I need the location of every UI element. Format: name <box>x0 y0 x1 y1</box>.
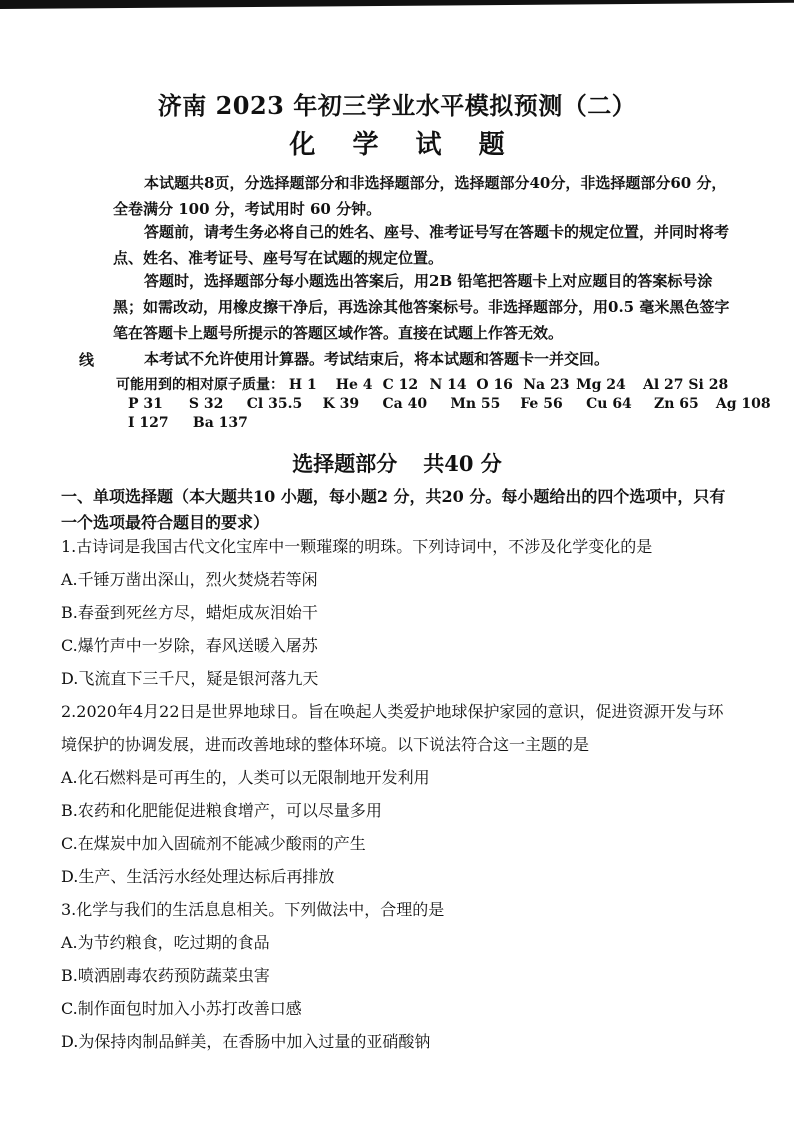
atomic-mass-item: He 4 <box>335 377 373 393</box>
answer-option: A.为节约粮食，吃过期的食品 <box>61 933 270 952</box>
part1-instructions: 一、单项选择题（本大题共10 小题，每小题2 分，共20 分。每小题给出的四个选项中，只有一个选项最符合题目的要求） <box>61 487 726 532</box>
answer-option: B.春蚕到死丝方尽，蜡炬成灰泪始干 <box>61 603 318 622</box>
atomic-mass-item: I 127 <box>128 415 169 431</box>
instructions-2 <box>113 219 733 271</box>
atomic-mass-item: N 14 <box>429 377 467 393</box>
instructions-4 <box>113 346 733 372</box>
atomic-mass-item: Al 27 Si 28 <box>643 377 729 393</box>
section-title-score: 共40 分 <box>423 451 502 476</box>
section-title <box>0 448 794 478</box>
answer-option: A.化石燃料是可再生的，人类可以无限制地开发利用 <box>61 768 430 787</box>
answer-option: D.飞流直下三千尺，疑是银河落九天 <box>61 669 319 688</box>
answer-option: B.喷洒剧毒农药预防蔬菜虫害 <box>61 966 270 985</box>
question-stem-cont: 境保护的协调发展，进而改善地球的整体环境。以下说法符合这一主题的是 <box>61 735 590 754</box>
atomic-masses <box>116 376 771 433</box>
answer-option: C.爆竹声中一岁除，春风送暖入屠苏 <box>61 636 318 655</box>
atomic-mass-item: H 1 <box>288 377 317 393</box>
subject-title: 化 学 试 题 <box>289 130 519 160</box>
scan-edge <box>0 0 794 9</box>
answer-option: B.农药和化肥能促进粮食增产，可以尽量多用 <box>61 801 382 820</box>
atomic-mass-item: Fe 56 <box>520 396 563 412</box>
atomic-mass-item: Ca 40 <box>382 396 428 412</box>
instructions <box>113 170 733 222</box>
atomic-mass-label: 可能用到的相对原子质量： <box>116 377 284 393</box>
atomic-mass-item: Mn 55 <box>450 396 501 412</box>
atomic-mass-item: Ba 137 <box>192 415 248 431</box>
atomic-mass-item: Cl 35.5 <box>246 396 303 412</box>
atomic-mass-item: O 16 <box>476 377 513 393</box>
atomic-mass-item: Mg 24 <box>576 377 626 393</box>
atomic-mass-item: C 12 <box>382 377 419 393</box>
answer-option: D.生产、生活污水经处理达标后再排放 <box>61 867 335 886</box>
instruction-1: 本试题共8页，分选择题部分和非选择题部分，选择题部分40分，非选择题部分60 分，全卷满分 100 分，考试用时 60 分钟。 <box>113 174 727 218</box>
atomic-mass-row-3 <box>128 414 748 433</box>
answer-option: D.为保持肉制品鲜美，在香肠中加入过量的亚硝酸钠 <box>61 1032 431 1051</box>
atomic-mass-item: Na 23 <box>523 377 570 393</box>
question-list <box>61 530 741 1058</box>
instruction-3: 答题时，选择题部分每小题选出答案后，用2B 铅笔把答题卡上对应题目的答案标号涂黑；如需改动，用橡皮擦干净后，再选涂其他答案标号。非选择题部分，用0.5 毫米黑色签字笔在答题卡上题号所提示的答题区域作答。直接在试题上作答无效。 <box>113 272 730 342</box>
instructions-3 <box>113 268 733 346</box>
answer-option: A.千锤万凿出深山，烈火焚烧若等闲 <box>61 570 318 589</box>
part1-header <box>61 484 741 536</box>
atomic-mass-item: P 31 <box>128 396 163 412</box>
section-title-name: 选择题部分 <box>292 451 398 476</box>
atomic-mass-row-1 <box>116 376 748 395</box>
atomic-mass-row-2 <box>128 395 771 414</box>
binding-line-mark: 线 <box>77 352 95 367</box>
atomic-mass-item: Ag 108 <box>715 396 771 412</box>
atomic-mass-item: Cu 64 <box>586 396 632 412</box>
atomic-mass-item: S 32 <box>188 396 224 412</box>
atomic-mass-item: K 39 <box>322 396 360 412</box>
question-stem: 2.2020年4月22日是世界地球日。旨在唤起人类爱护地球保护家园的意识，促进资源开发与环 <box>61 702 724 721</box>
instruction-4: 本考试不允许使用计算器。考试结束后，将本试题和答题卡一并交回。 <box>144 350 610 368</box>
answer-option: C.制作面包时加入小苏打改善口感 <box>61 999 302 1018</box>
question-stem: 3.化学与我们的生活息息相关。下列做法中，合理的是 <box>61 900 445 919</box>
answer-option: C.在煤炭中加入固硫剂不能减少酸雨的产生 <box>61 834 366 853</box>
atomic-mass-item: Zn 65 <box>654 396 699 412</box>
question-stem: 1.古诗词是我国古代文化宝库中一颗璀璨的明珠。下列诗词中，不涉及化学变化的是 <box>61 537 653 556</box>
exam-title: 济南 2023 年初三学业水平模拟预测（二） <box>157 91 637 120</box>
instruction-2: 答题前，请考生务必将自己的姓名、座号、准考证号写在答题卡的规定位置，并同时将考点、姓名、准考证号、座号写在试题的规定位置。 <box>113 223 730 267</box>
